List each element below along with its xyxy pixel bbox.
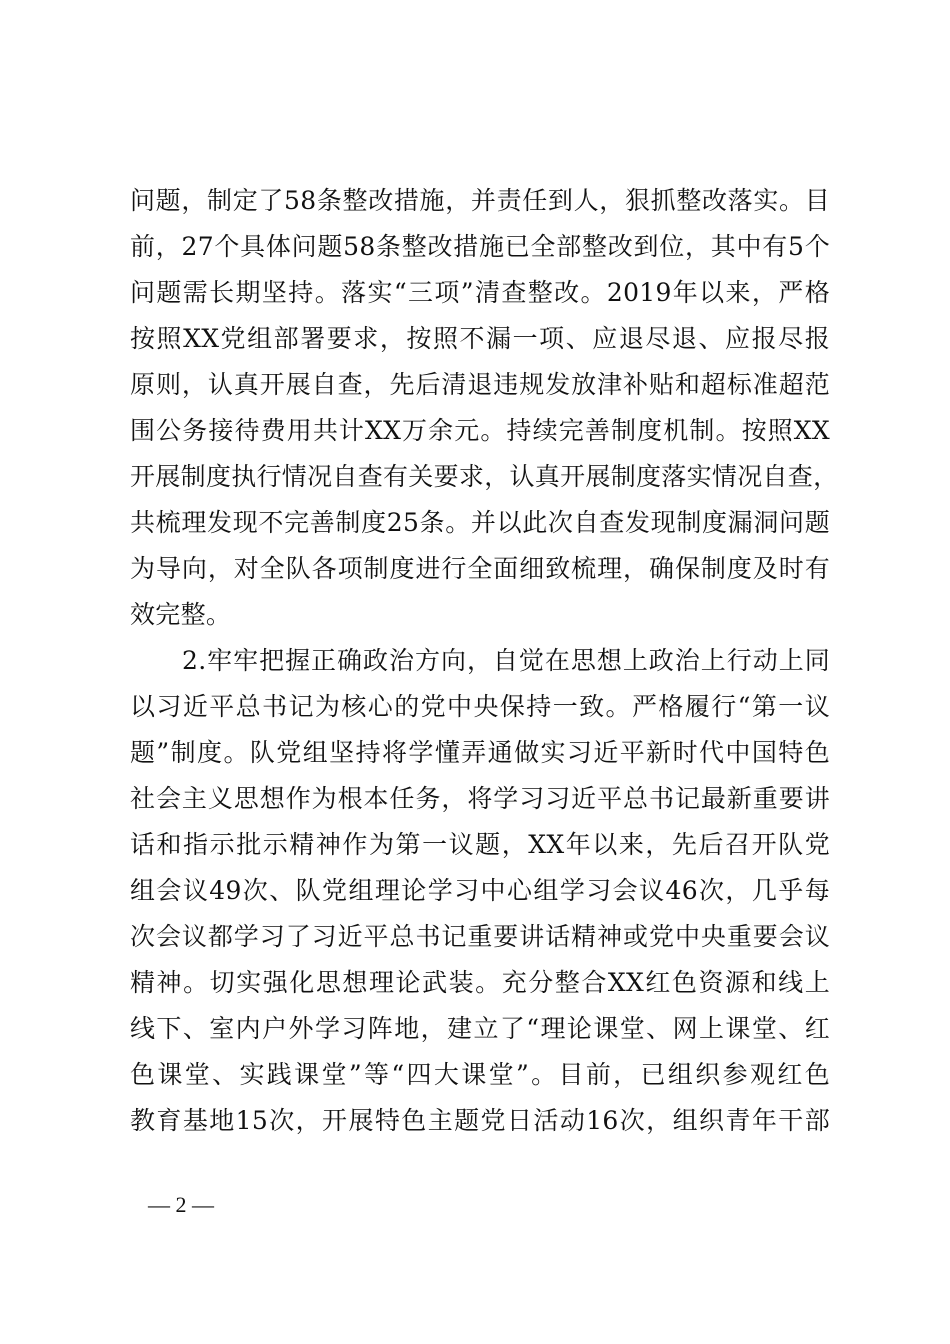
text-line: 教育基地15次，开展特色主题党日活动16次，组织青年干部	[130, 1106, 830, 1135]
text-line: 次会议都学习了习近平总书记重要讲话精神或党中央重要会议	[130, 922, 830, 951]
text-line: 为导向，对全队各项制度进行全面细致梳理，确保制度及时有	[130, 554, 830, 583]
text-line: 围公务接待费用共计XX万余元。持续完善制度机制。按照XX	[130, 416, 830, 445]
text-line: 效完整。	[130, 600, 232, 629]
body-text	[130, 178, 839, 1144]
text-line: 前，27个具体问题58条整改措施已全部整改到位，其中有5个	[130, 232, 830, 261]
text-line: 精神。切实强化思想理论武装。充分整合XX红色资源和线上	[130, 968, 830, 997]
text-line: 问题需长期坚持。落实“三项”清查整改。2019年以来，严格	[130, 278, 830, 307]
text-line: 原则，认真开展自查，先后清退违规发放津补贴和超标准超范	[130, 370, 830, 399]
text-line: 组会议49次、队党组理论学习中心组学习会议46次，几乎每	[130, 876, 830, 905]
text-line: 以习近平总书记为核心的党中央保持一致。严格履行“第一议	[130, 692, 830, 721]
text-line: 题”制度。队党组坚持将学懂弄通做实习近平新时代中国特色	[130, 738, 830, 767]
text-line: 共梳理发现不完善制度25条。并以此次自查发现制度漏洞问题	[130, 508, 830, 537]
text-line: 线下、室内户外学习阵地，建立了“理论课堂、网上课堂、红	[130, 1014, 830, 1043]
text-line: 2.牢牢把握正确政治方向，自觉在思想上政治上行动上同	[182, 646, 830, 675]
page-number: — 2 —	[148, 1192, 214, 1217]
text-line: 色课堂、实践课堂”等“四大课堂”。目前，已组织参观红色	[130, 1060, 830, 1089]
text-line: 问题，制定了58条整改措施，并责任到人，狠抓整改落实。目	[130, 186, 830, 215]
text-line: 社会主义思想作为根本任务，将学习习近平总书记最新重要讲	[130, 784, 830, 813]
text-line: 开展制度执行情况自查有关要求，认真开展制度落实情况自查，	[130, 462, 839, 491]
text-line: 话和指示批示精神作为第一议题，XX年以来，先后召开队党	[130, 830, 830, 859]
text-line: 按照XX党组部署要求，按照不漏一项、应退尽退、应报尽报	[130, 324, 830, 353]
paragraph-2	[130, 638, 830, 1144]
paragraph-1	[130, 178, 839, 638]
